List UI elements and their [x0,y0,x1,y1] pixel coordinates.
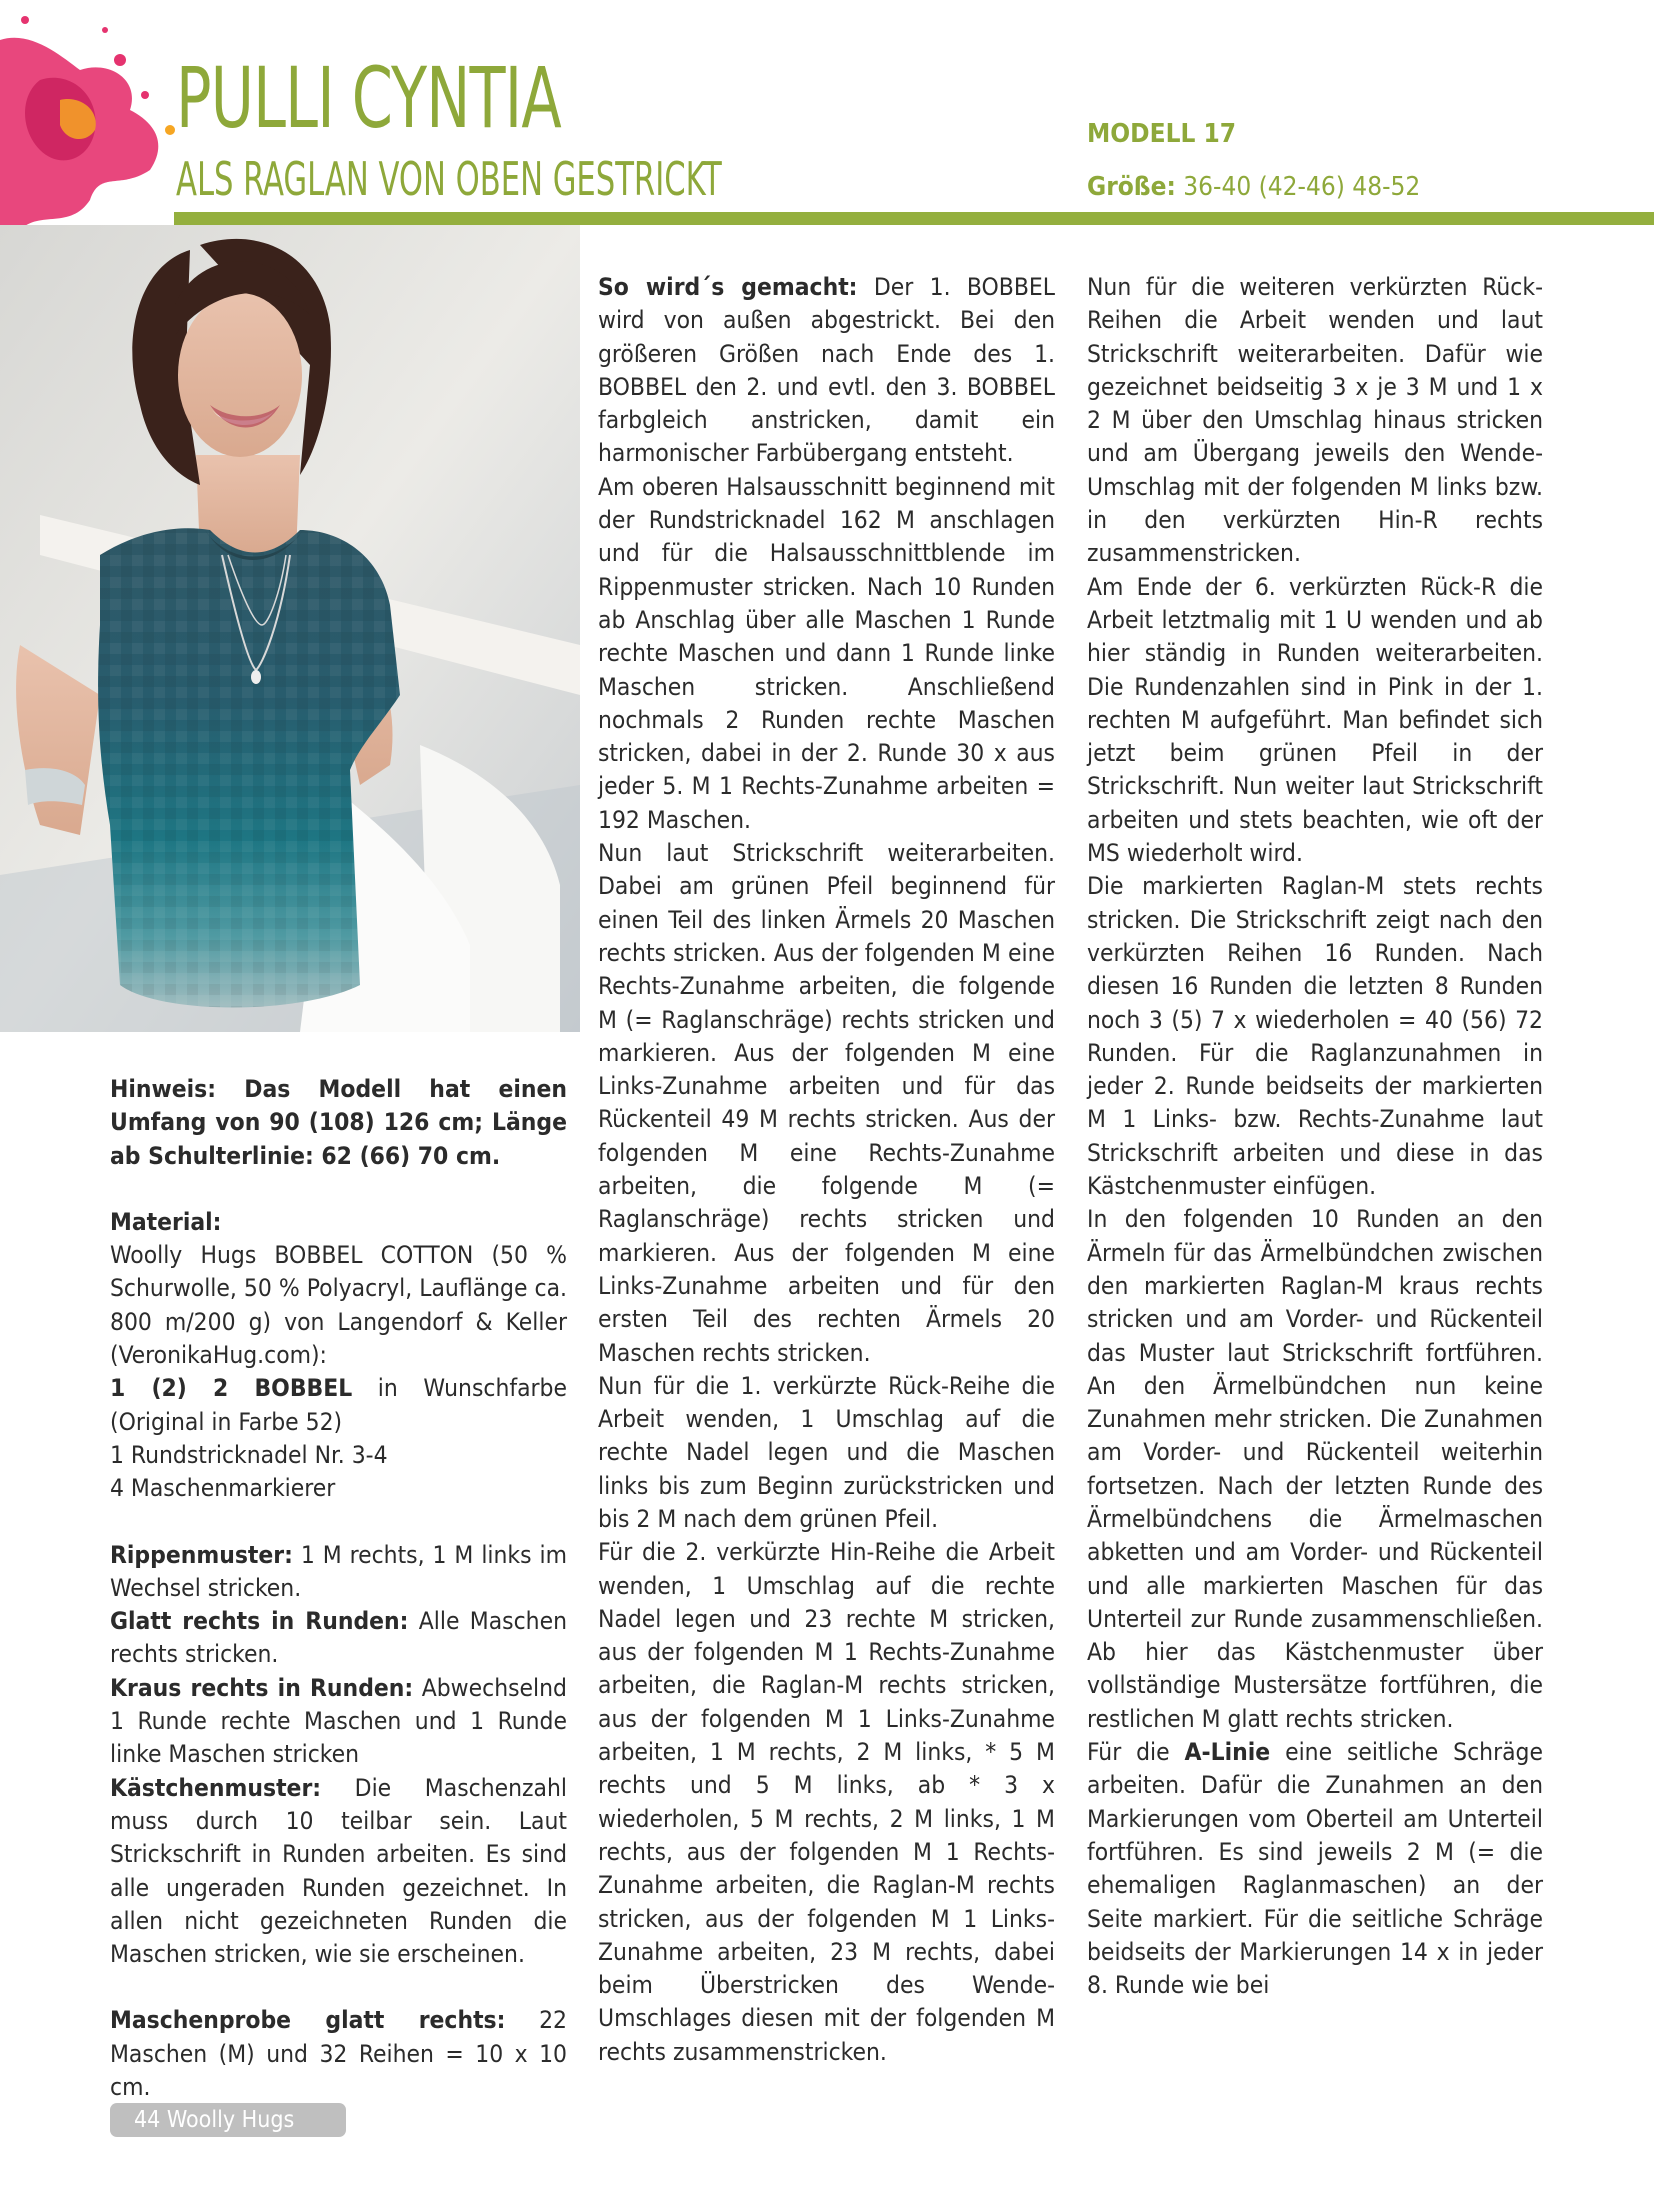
size-info [1087,172,1420,202]
left-column [110,1072,567,2103]
size-value: 36-40 (42-46) 48-52 [1175,172,1421,202]
page-subtitle: ALS RAGLAN VON OBEN GESTRICKT [176,152,722,206]
ink-splash-decoration [0,0,190,250]
kraus-rechts: Kraus rechts in Runden: Abwechselnd 1 Runde rechte Maschen und 1 Runde linke Maschen stricken [110,1672,567,1769]
paragraph: Am Ende der 6. verkürzten Rück-R die Arbeit letztmalig mit 1 U wenden und ab hier ständig in Runden weiterarbeiten. Die Rundenzahlen sind in Pink in der 1. rechten M aufgeführt. Man befindet sich jetzt beim grünen Pfeil in der Strickschrift. Nun weiter laut Strickschrift arbeiten und stets beachten, wie oft der MS wiederholt wird. [1087,571,1543,868]
rippenmuster: Rippenmuster: 1 M rechts, 1 M links im Wechsel stricken. [110,1539,567,1602]
paragraph: Nun laut Strickschrift weiterarbeiten. Dabei am grünen Pfeil beginnend für einen Teil des linken Ärmels 20 Maschen rechts stricken. Aus der folgenden M eine Rechts-Zunahme arbeiten, die folgende M (= Raglanschräge) rechts stricken und markieren. Aus der folgenden M eine Links-Zunahme arbeiten und für das Rückenteil 49 M rechts stricken. Aus der folgenden M eine Rechts-Zunahme arbeiten, die folgende M (= Raglanschräge) rechts stricken und markieren. Aus der folgenden M eine Links-Zunahme arbeiten und für den ersten Teil des rechten Ärmels 20 Maschen rechts stricken. [598,838,1055,1367]
paragraph: Die markierten Raglan-M stets rechts stricken. Die Strickschrift zeigt nach den verkürzten Reihen 16 Runden. Nach diesen 16 Runden die letzten 8 Runden noch 3 (5) 7 x wiederholen = 40 (56) 72 Runden. Für die Raglanzunahmen in jeder 2. Runde beidseits der markierten M 1 Links- bzw. Rechts-Zunahme laut Strickschrift arbeiten und diese in das Kästchenmuster einfügen. [1087,871,1543,1201]
material-item: 4 Maschenmarkierer [110,1473,336,1503]
maschenprobe: Maschenprobe glatt rechts: 22 Maschen (M) und 32 Reihen = 10 x 10 cm. [110,2005,567,2102]
paragraph: Am oberen Halsausschnitt beginnend mit der Rundstricknadel 162 M anschlagen und für die Halsausschnittblende im Rippenmuster stricken. Nach 10 Runden ab Anschlag über alle Maschen 1 Runde rechte Maschen und dann 1 Runde linke Maschen stricken. Anschließend nochmals 2 Runden rechte Maschen stricken, dabei in der 2. Runde 30 x aus jeder 5. M 1 Rechts-Zunahme arbeiten = 192 Maschen. [598,471,1055,834]
material-item: 1 (2) 2 BOBBEL in Wunschfarbe (Original in Farbe 52) [110,1373,567,1436]
page-title: PULLI CYNTIA [176,49,561,147]
a-linie-paragraph: Für die A-Linie eine seitliche Schräge arbeiten. Dafür die Zunahmen an den Markierungen vom Oberteil am Unterteil fortführen. Es sind jeweils 2 M (= die ehemaligen Raglanmaschen) an der Seite markiert. Für die seitliche Schräge beidseits der Markierungen 14 x in jeder 8. Runde wie bei [1087,1737,1543,2000]
paragraph: Nun für die 1. verkürzte Rück-Reihe die Arbeit wenden, 1 Umschlag auf die rechte Nadel legen und die Maschen links bis zum Beginn zurückstricken und bis 2 M nach dem grünen Pfeil. [598,1370,1055,1533]
paragraph: Nun für die weiteren verkürzten Rück-Reihen die Arbeit wenden und laut Strickschrift weiterarbeiten. Dafür wie gezeichnet beidseitig 3 x je 3 M und 1 x 2 M über den Umschlag hinaus stricken und am Übergang jeweils den Wende-Umschlag mit der folgenden M links bzw. in den verkürzten Hin-R rechts zusammenstricken. [1087,272,1543,568]
right-column [1087,270,1543,2001]
intro-paragraph: So wird´s gemacht: Der 1. BOBBEL wird von außen abgestrickt. Bei den größeren Größen nach Ende des 1. BOBBEL den 2. und evtl. den 3. BOBBEL farbgleich anstricken, damit ein harmonischer Farbübergang entsteht. [598,272,1055,468]
glatt-rechts: Glatt rechts in Runden: Alle Maschen rechts stricken. [110,1606,567,1669]
model-number: MODELL 17 [1087,119,1237,149]
material-item: 1 Rundstricknadel Nr. 3-4 [110,1439,388,1469]
paragraph: In den folgenden 10 Runden an den Ärmeln für das Ärmelbündchen zwischen den markierten Raglan-M kraus rechts stricken und am Vorder- und Rückenteil das Muster laut Strickschrift fortführen. An den Ärmelbündchen nun keine Zunahmen mehr stricken. Die Zunahmen am Vorder- und Rückenteil weiterhin fortsetzen. Nach der letzten Runde des Ärmelbündchens die Ärmelmaschen abketten und am Vorder- und Rückenteil und alle markierten Maschen für das Unterteil zur Runde zusammenschließen. Ab hier das Kästchenmuster über vollständige Mustersätze fortführen, die restlichen M glatt rechts stricken. [1087,1204,1543,1733]
kaestchenmuster: Kästchenmuster: Die Maschenzahl muss durch 10 teilbar sein. Laut Strickschrift in Runden arbeiten. Es sind alle ungeraden Runden gezeichnet. In allen nicht gezeichneten Runden die Maschen stricken, wie sie erscheinen. [110,1772,567,1969]
size-label: Größe: [1087,172,1176,202]
material-heading: Material: [110,1206,222,1236]
model-photo [0,225,580,1032]
paragraph: Für die 2. verkürzte Hin-Reihe die Arbeit wenden, 1 Umschlag auf die rechte Nadel legen und 23 rechte M stricken, aus der folgenden M 1 Rechts-Zunahme arbeiten, die Raglan-M rechts stricken, aus der folgenden M 1 Links-Zunahme arbeiten, 1 M rechts, 2 M links, * 5 M rechts und 5 M links, ab * 3 x wiederholen, 5 M rechts, 2 M links, 1 M rechts, aus der folgenden M 1 Rechts-Zunahme arbeiten, die Raglan-M rechts stricken, aus der folgenden M 1 Links-Zunahme arbeiten, 23 M rechts, dabei beim Überstricken des Wende-Umschlages diesen mit der folgenden M rechts zusammenstricken. [598,1537,1055,2066]
material-text: Woolly Hugs BOBBEL COTTON (50 % Schurwolle, 50 % Polyacryl, Lauflänge ca. 800 m/200 g) von Langendorf & Keller (VeronikaHug.com): [110,1240,567,1370]
middle-column [598,270,1055,2068]
header-rule [174,212,1654,225]
page-footer: 44 Woolly Hugs [110,2103,346,2137]
hinweis-note: Hinweis: Das Modell hat einen Umfang von 90 (108) 126 cm; Länge ab Schulterlinie: 62 (66) 70 cm. [110,1074,567,1170]
